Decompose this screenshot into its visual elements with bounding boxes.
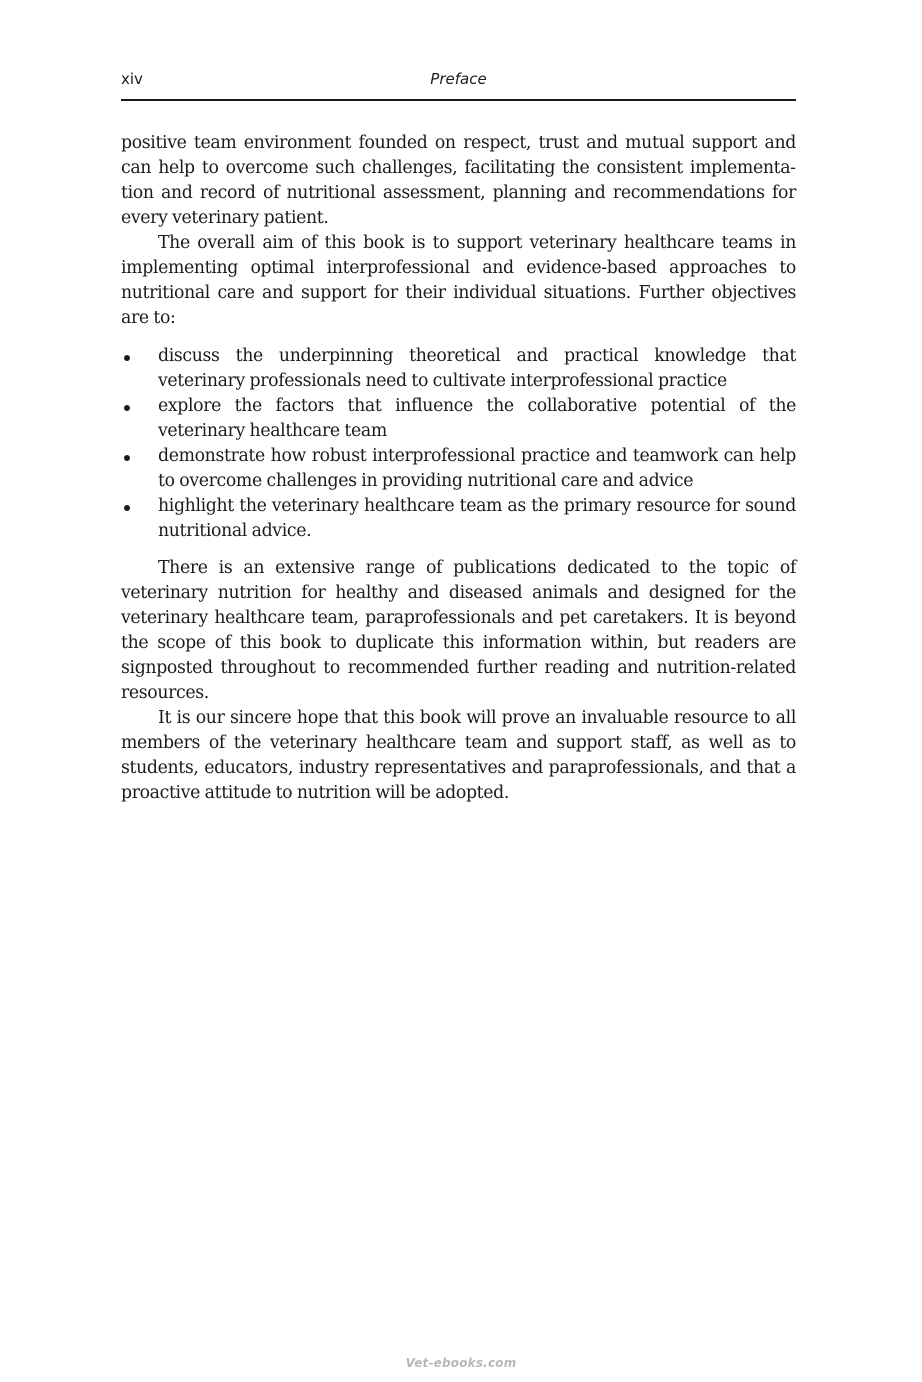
list-item-text: discuss the underpinning theoretical and practical knowledge that veterinary professionals need to cultivate interprofessional practice bbox=[158, 346, 796, 391]
running-head bbox=[121, 70, 796, 94]
paragraph-continued: positive team environment founded on respect, trust and mutual support and can help to overcome such challenges, facilitating the consistent implementation and record of nutritional assessment, planning and recommendations for every veterinary patient. bbox=[121, 133, 796, 228]
objectives-list bbox=[121, 344, 796, 544]
bullet-icon bbox=[124, 405, 130, 411]
body-text bbox=[121, 131, 796, 806]
watermark-logo: Vet-ebooks.com bbox=[405, 1356, 517, 1370]
list-item bbox=[121, 444, 796, 494]
paragraph-publications: There is an extensive range of publications dedicated to the topic of veterinary nutrition for healthy and diseased animals and designed for the veterinary healthcare team, paraprofessionals and pet caretakers. It is beyond the scope of this book to duplicate this information within, but readers are signposted throughout to recommended further reading and nutrition-related resources. bbox=[121, 558, 796, 703]
list-item-text: highlight the veterinary healthcare team as the primary resource for sound nutritional advice. bbox=[158, 496, 796, 541]
list-item-text: demonstrate how robust interprofessional practice and teamwork can help to overcome challenges in providing nutritional care and advice bbox=[158, 446, 796, 491]
list-item bbox=[121, 344, 796, 394]
list-item bbox=[121, 494, 796, 544]
page-number: xiv bbox=[121, 70, 143, 88]
bullet-icon bbox=[124, 355, 130, 361]
running-title: Preface bbox=[430, 70, 487, 88]
bullet-icon bbox=[124, 505, 130, 511]
header-rule bbox=[121, 99, 796, 101]
list-item bbox=[121, 394, 796, 444]
bullet-icon bbox=[124, 455, 130, 461]
list-item-text: explore the factors that influence the collaborative potential of the veterinary healthcare team bbox=[158, 396, 796, 441]
paragraph-aim: The overall aim of this book is to support veterinary healthcare teams in implementing optimal interprofessional and evidence-based approaches to nutritional care and support for their individual situations. Further objectives are to: bbox=[121, 233, 796, 328]
paragraph-closing: It is our sincere hope that this book will prove an invaluable resource to all members of the veterinary healthcare team and support staff, as well as to students, educators, industry representatives and paraprofessionals, and that a proactive attitude to nutrition will be adopted. bbox=[121, 708, 796, 803]
